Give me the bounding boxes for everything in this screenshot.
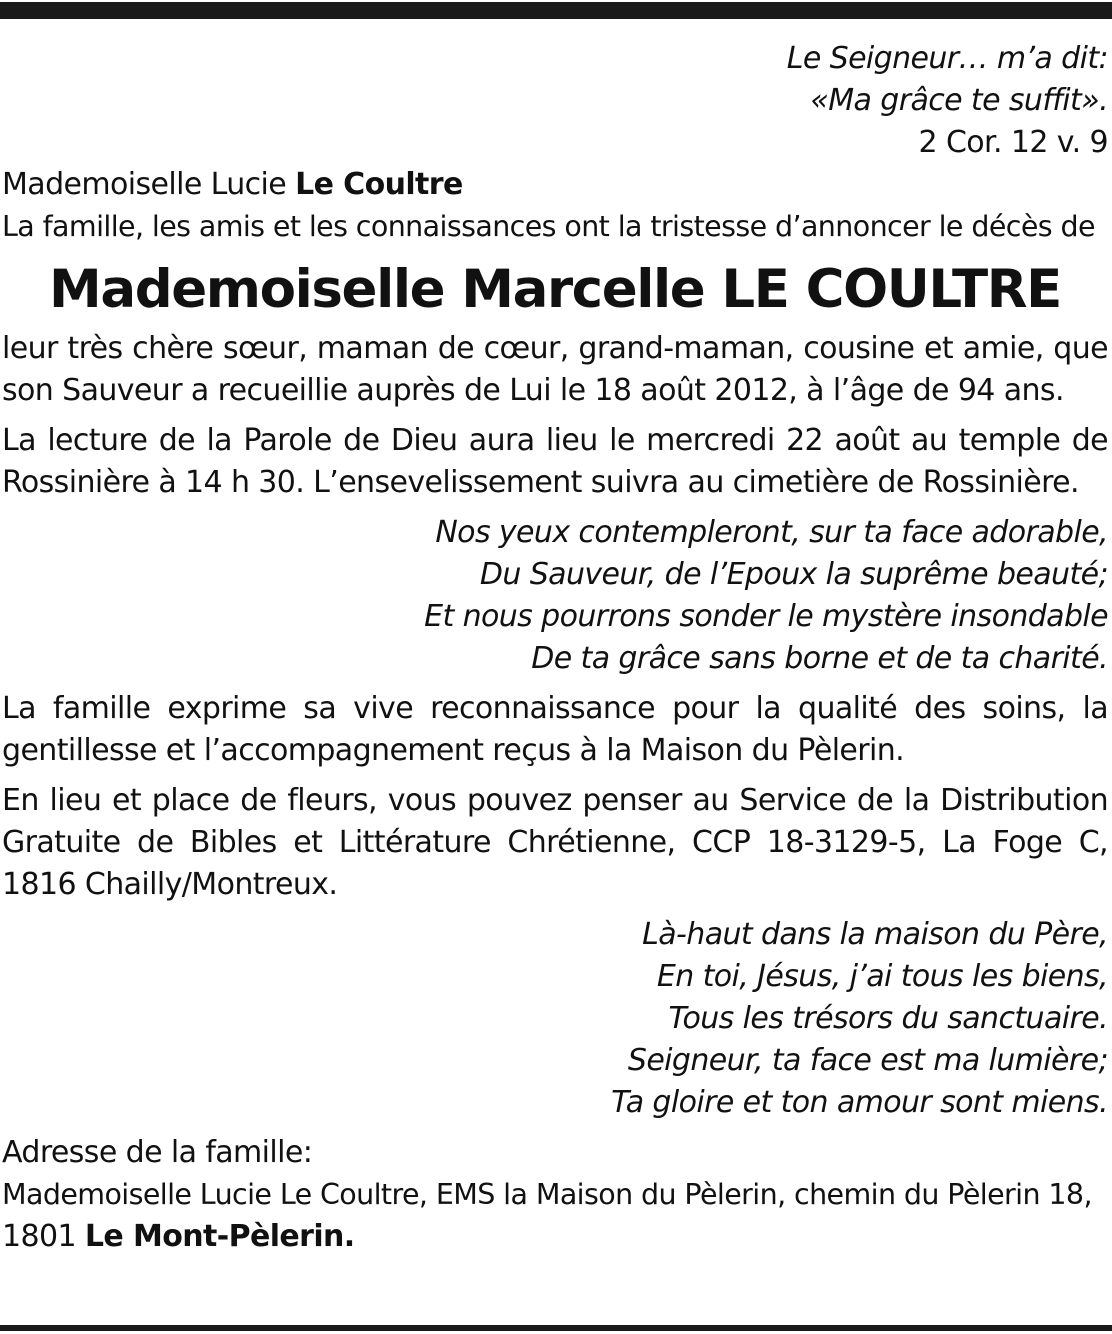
poem-line: Ta gloire et ton amour sont miens. — [611, 1085, 1108, 1120]
poem-line: En toi, Jésus, j’ai tous les biens, — [656, 959, 1108, 994]
donations-paragraph: En lieu et place de fleurs, vous pouvez penser au Service de la Distribution Gratuite de Bibles et Littérature Chrétienne, CCP 18-3129-5, La Foge C, 1816 Chailly/Montreux. — [2, 783, 1108, 902]
address-line: Mademoiselle Lucie Le Coultre, EMS la Maison du Pèlerin, chemin du Pèlerin 18, — [2, 1178, 1092, 1211]
address-postcode: 1801 — [2, 1219, 85, 1254]
notice-body — [2, 38, 1108, 1258]
poem-line: Du Sauveur, de l’Epoux la suprême beauté; — [479, 557, 1108, 592]
deceased-name: Mademoiselle Marcelle LE COULTRE — [49, 259, 1061, 320]
poem-line: Tous les trésors du sanctuaire. — [668, 1001, 1108, 1036]
mourner-line — [2, 164, 1108, 206]
poem-line: Nos yeux contempleront, sur ta face adorable, — [435, 515, 1108, 550]
top-rule — [0, 2, 1112, 19]
mourner-surname: Le Coultre — [295, 167, 463, 202]
address-locality: Le Mont-Pèlerin. — [84, 1219, 355, 1254]
poem-line: Seigneur, ta face est ma lumière; — [627, 1043, 1108, 1078]
poem-second — [2, 914, 1108, 1124]
announcement: La famille, les amis et les connaissances ont la tristesse d’annoncer le décès de — [2, 210, 1095, 243]
epigraph — [2, 38, 1108, 164]
thanks-paragraph: La famille exprime sa vive reconnaissance pour la qualité des soins, la gentillesse et l’accompagnement reçus à la Maison du Pèlerin. — [2, 691, 1108, 768]
poem-line: Là-haut dans la maison du Père, — [642, 917, 1108, 952]
epigraph-line: Le Seigneur… m’a dit: — [786, 41, 1108, 76]
poem-first — [2, 512, 1108, 680]
address-heading: Adresse de la famille: — [2, 1135, 313, 1170]
poem-line: Et nous pourrons sonder le mystère insondable — [424, 599, 1108, 634]
epigraph-line: «Ma grâce te suffit». — [810, 83, 1108, 118]
poem-line: De ta grâce sans borne et de ta charité. — [531, 641, 1108, 676]
epigraph-reference: 2 Cor. 12 v. 9 — [918, 125, 1108, 160]
address-locality-line — [2, 1216, 1108, 1258]
service-paragraph: La lecture de la Parole de Dieu aura lieu le mercredi 22 août au temple de Rossinière à 14 h 30. L’ensevelissement suivra au cimetière de Rossinière. — [2, 423, 1108, 500]
relation-paragraph: leur très chère sœur, maman de cœur, grand-maman, cousine et amie, que son Sauveur a recueillie auprès de Lui le 18 août 2012, à l’âge de 94 ans. — [2, 331, 1108, 408]
bottom-rule — [0, 1325, 1112, 1331]
mourner-prefix: Mademoiselle Lucie — [2, 167, 296, 202]
family-address — [2, 1132, 1108, 1258]
